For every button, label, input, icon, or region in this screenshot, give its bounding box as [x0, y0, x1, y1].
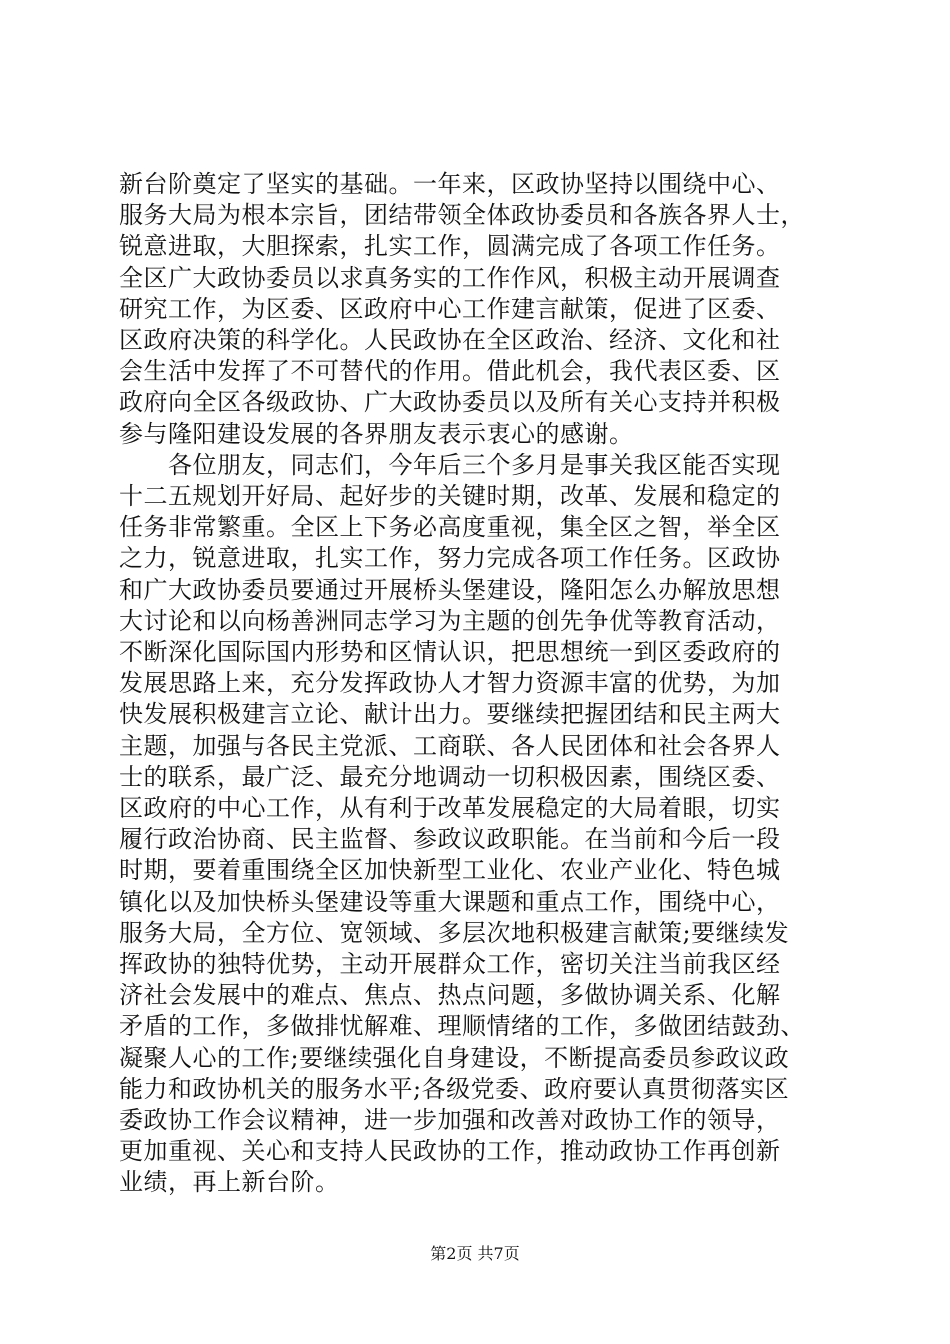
text-line: 挥政协的独特优势，主动开展群众工作，密切关注当前我区经: [119, 950, 781, 978]
text-line: 士的联系，最广泛、最充分地调动一切积极因素，围绕区委、: [119, 762, 781, 791]
text-line: 任务非常繁重。全区上下务必高度重视，集全区之智，举全区: [119, 513, 781, 542]
text-line: 镇化以及加快桥头堡建设等重大课题和重点工作，围绕中心，: [119, 887, 781, 916]
text-line: 新台阶奠定了坚实的基础。一年来，区政协坚持以围绕中心、: [119, 170, 781, 198]
text-line: 济社会发展中的难点、焦点、热点问题，多做协调关系、化解: [119, 981, 781, 1010]
text-line: 服务大局，全方位、宽领域、多层次地积极建言献策;要继续发: [119, 918, 790, 947]
text-line: 主题，加强与各民主党派、工商联、各人民团体和社会各界人: [119, 731, 781, 760]
text-line: 服务大局为根本宗旨，团结带领全体政协委员和各族各界人士，: [119, 201, 805, 230]
page-number-footer: 第2页 共7页: [430, 1244, 520, 1263]
text-line: 大讨论和以向杨善洲同志学习为主题的创先争优等教育活动，: [119, 606, 781, 635]
text-line: 和广大政协委员要通过开展桥头堡建设，隆阳怎么办解放思想: [119, 575, 781, 604]
text-line: 矛盾的工作，多做排忧解难、理顺情绪的工作，多做团结鼓劲、: [119, 1012, 805, 1041]
text-line: 发展思路上来，充分发挥政协人才智力资源丰富的优势，为加: [119, 669, 781, 698]
text-line: 快发展积极建言立论、献计出力。要继续把握团结和民主两大: [119, 700, 781, 729]
text-line: 业绩，再上新台阶。: [119, 1168, 340, 1197]
paragraph-start-line: 各位朋友，同志们，今年后三个多月是事关我区能否实现: [168, 450, 781, 479]
text-line: 区政府的中心工作，从有利于改革发展稳定的大局着眼，切实: [119, 794, 781, 822]
text-line: 会生活中发挥了不可替代的作用。借此机会，我代表区委、区: [119, 357, 781, 386]
text-line: 政府向全区各级政协、广大政协委员以及所有关心支持并积极: [119, 388, 781, 417]
text-line: 委政协工作会议精神，进一步加强和改善对政协工作的领导，: [119, 1106, 781, 1134]
text-line: 履行政治协商、民主监督、参政议政职能。在当前和今后一段: [119, 825, 781, 854]
text-line: 之力，锐意进取，扎实工作，努力完成各项工作任务。区政协: [119, 544, 781, 573]
text-line: 时期，要着重围绕全区加快新型工业化、农业产业化、特色城: [119, 856, 781, 885]
text-line: 区政府决策的科学化。人民政协在全区政治、经济、文化和社: [119, 326, 781, 354]
text-line: 全区广大政协委员以求真务实的工作作风，积极主动开展调查: [119, 263, 781, 292]
text-line: 锐意进取，大胆探索，扎实工作，圆满完成了各项工作任务。: [119, 232, 781, 261]
text-line: 研究工作，为区委、区政府中心工作建言献策，促进了区委、: [119, 294, 781, 323]
text-line: 凝聚人心的工作;要继续强化自身建设，不断提高委员参政议政: [119, 1043, 790, 1072]
text-line: 更加重视、关心和支持人民政协的工作，推动政协工作再创新: [119, 1137, 781, 1166]
text-line: 不断深化国际国内形势和区情认识，把思想统一到区委政府的: [119, 638, 781, 666]
text-line: 参与隆阳建设发展的各界朋友表示衷心的感谢。: [119, 419, 634, 448]
text-line: 能力和政协机关的服务水平;各级党委、政府要认真贯彻落实区: [119, 1074, 790, 1103]
text-line: 十二五规划开好局、起好步的关键时期，改革、发展和稳定的: [119, 482, 781, 510]
